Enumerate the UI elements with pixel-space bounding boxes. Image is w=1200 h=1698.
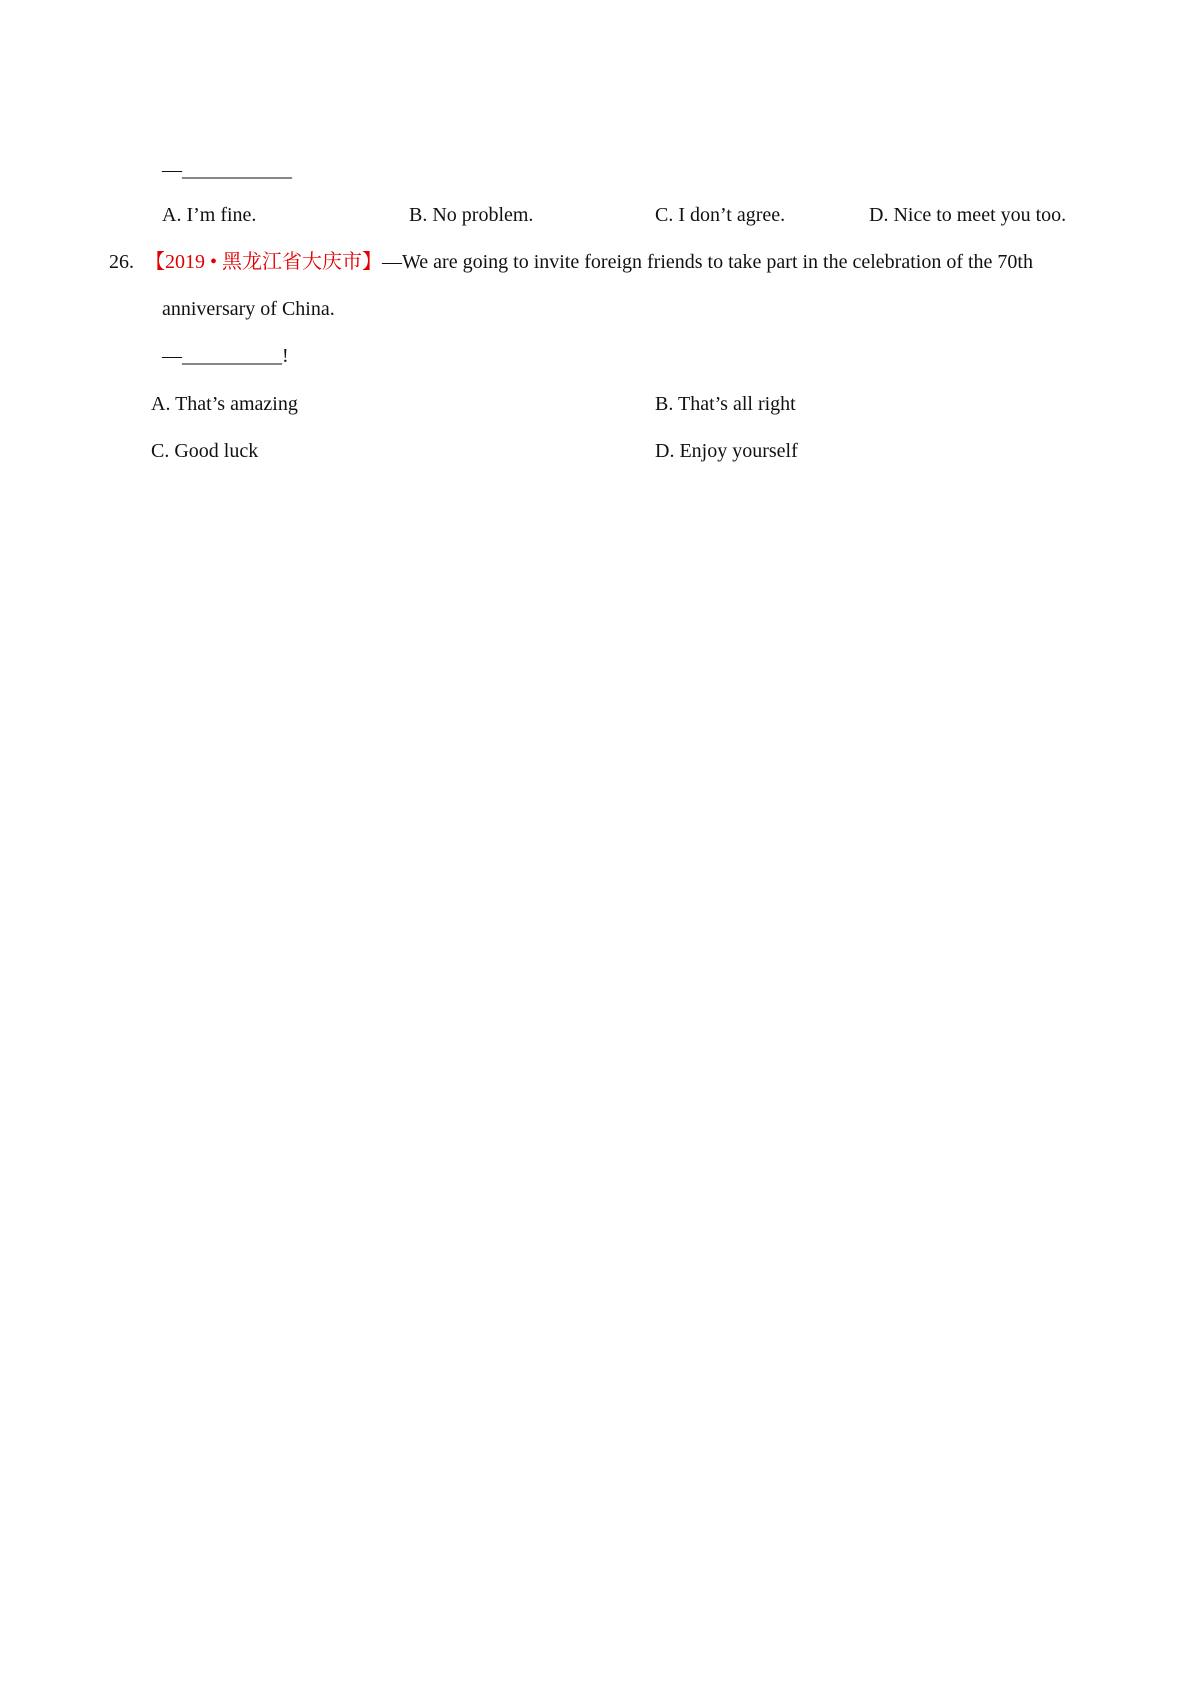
answer-blank-line: —__________! [162,345,289,367]
option-a: A. That’s amazing [151,393,298,415]
question-stem-first-line [145,250,1033,274]
question-stem-second-line: anniversary of China. [162,298,335,320]
option-c: C. I don’t agree. [655,204,786,226]
option-b: B. That’s all right [655,393,796,415]
option-d: D. Enjoy yourself [655,440,798,462]
option-d: D. Nice to meet you too. [869,204,1067,226]
question-number: 26. [109,251,134,273]
question-stem-text: —We are going to invite foreign friends to take part in the celebration of the 70th [382,251,1033,273]
option-b: B. No problem. [409,204,534,226]
source-tag: 【2019 • 黑龙江省大庆市】 [145,251,383,273]
option-a: A. I’m fine. [162,204,257,226]
answer-blank-line: —___________ [162,159,292,181]
option-c: C. Good luck [151,440,259,462]
